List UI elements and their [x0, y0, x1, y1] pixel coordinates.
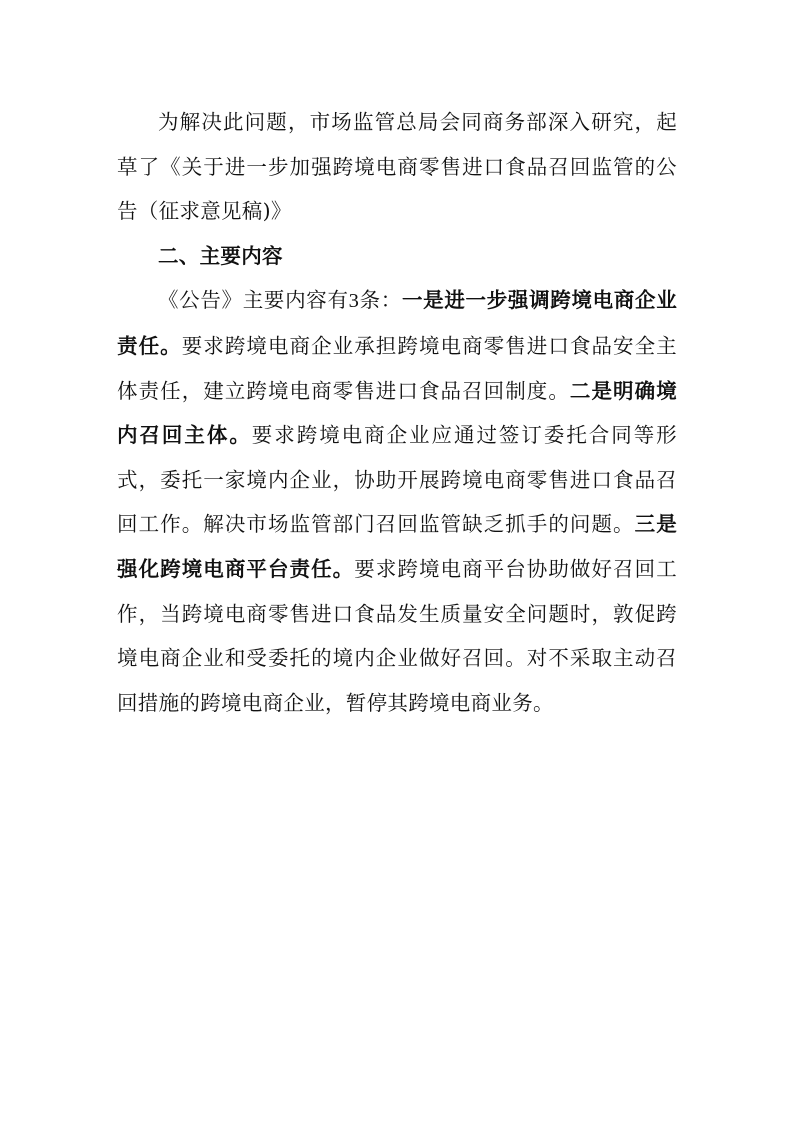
point-3-title: 三是强化跨境电商平台责任。	[117, 512, 677, 581]
main-content-intro-end: 条：	[359, 288, 402, 313]
point-3-text: 要求跨境电商平台协助做好召回工作，当跨境电商零售进口食品发生质量安全问题时，敦促跨境电商企业和受委托的境内企业做好召回。对不采取主动召回措施的跨境电商企业，暂停其跨境电商业务。	[117, 556, 677, 715]
section-heading: 二、主要内容	[158, 243, 283, 268]
main-content-intro: 《公告》主要内容有	[158, 288, 349, 313]
paragraph-main-content	[117, 278, 677, 725]
point-1-text: 要求跨境电商企业承担跨境电商零售进口食品安全主体责任，建立跨境电商零售进口食品召回制度。	[117, 333, 677, 403]
document-body	[117, 100, 677, 725]
point-1-title: 一是进一步强调跨境电商企业责任。	[117, 288, 678, 358]
paragraph-background-text: 为解决此问题，市场监管总局会同商务部深入研究，起草了《关于进一步加强跨境电商零售进口食品召回监管的公告（征求意见稿)》	[117, 110, 677, 224]
point-2-text: 要求跨境电商企业应通过签订委托合同等形式，委托一家境内企业，协助开展跨境电商零售进口食品召回工作。解决市场监管部门召回监管缺乏抓手的问题。	[117, 423, 677, 537]
point-2-title: 二是明确境内召回主体。	[117, 378, 677, 448]
main-content-count: 3	[348, 290, 360, 313]
paragraph-background	[117, 100, 677, 234]
